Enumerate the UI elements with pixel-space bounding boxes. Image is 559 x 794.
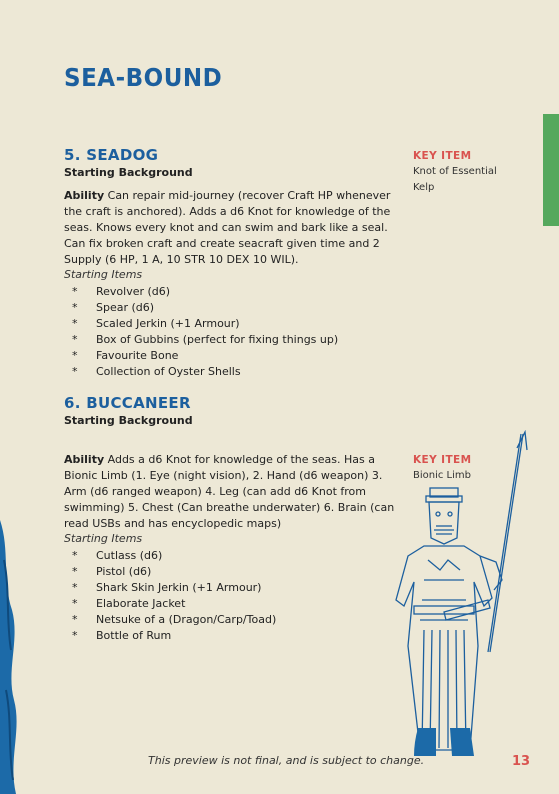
list-item: [64, 332, 338, 348]
bullet-glyph: *: [72, 333, 78, 346]
bullet-glyph: *: [72, 613, 78, 626]
key-item-label-seadog: KEY ITEM: [413, 150, 472, 162]
item-text: Shark Skin Jerkin (+1 Armour): [96, 581, 262, 594]
bullet-glyph: *: [72, 349, 78, 362]
bullet-glyph: *: [72, 565, 78, 578]
bullet-glyph: *: [72, 301, 78, 314]
bullet-glyph: *: [72, 597, 78, 610]
item-text: Revolver (d6): [96, 285, 171, 298]
ability-text-buccaneer: [64, 452, 402, 532]
section-subtitle-buccaneer: Starting Background: [64, 414, 193, 427]
items-heading-seadog: Starting Items: [64, 268, 143, 281]
item-text: Favourite Bone: [96, 349, 179, 362]
section-subtitle-seadog: Starting Background: [64, 166, 193, 179]
list-item: [64, 628, 276, 644]
list-item: [64, 348, 338, 364]
ability-label: Ability: [64, 453, 105, 466]
ability-label: Ability: [64, 189, 105, 202]
item-list-buccaneer: [64, 548, 276, 644]
list-item: [64, 612, 276, 628]
items-heading-buccaneer: Starting Items: [64, 532, 143, 545]
bullet-glyph: *: [72, 365, 78, 378]
chapter-tab: [543, 114, 559, 226]
list-item: [64, 300, 338, 316]
key-item-value-buccaneer: Bionic Limb: [413, 470, 471, 481]
list-item: [64, 316, 338, 332]
buccaneer-illustration: [384, 430, 544, 760]
list-item: [64, 364, 338, 380]
bullet-glyph: *: [72, 581, 78, 594]
bullet-glyph: *: [72, 285, 78, 298]
item-text: Elaborate Jacket: [96, 597, 186, 610]
page-number: 13: [512, 754, 531, 769]
bullet-glyph: *: [72, 629, 78, 642]
ability-description: Can repair mid-journey (recover Craft HP whenever the craft is anchored). Adds a d6 Knot for knowledge of the seas. Knows every knot and can swim and bark like a seal. Can fix broken craft and create seacraft given time and 2 Supply (6 HP, 1 A, 10 STR 10 DEX 10 WIL).: [64, 189, 391, 266]
list-item: [64, 548, 276, 564]
ability-description: Adds a d6 Knot for knowledge of the seas. Has a Bionic Limb (1. Eye (night vision), 2. Hand (d6 weapon) 3. Arm (d6 ranged weapon) 4. Leg (can add d6 Knot from swimming) 5. Chest (Can breathe underwater) 6. Brain (can read USBs and has encyclopedic maps): [64, 453, 395, 530]
section-title-seadog: 5. SEADOG: [64, 146, 159, 164]
list-item: [64, 580, 276, 596]
key-item-value-seadog: Knot of Essential Kelp: [413, 166, 497, 193]
item-text: Netsuke of a (Dragon/Carp/Toad): [96, 613, 277, 626]
item-text: Collection of Oyster Shells: [96, 365, 241, 378]
item-text: Box of Gubbins (perfect for fixing things up): [96, 333, 339, 346]
footer-note: This preview is not final, and is subject to change.: [148, 754, 425, 767]
list-item: [64, 596, 276, 612]
section-title-buccaneer: 6. BUCCANEER: [64, 394, 191, 412]
item-text: Scaled Jerkin (+1 Armour): [96, 317, 240, 330]
list-item: [64, 284, 338, 300]
item-text: Bottle of Rum: [96, 629, 172, 642]
item-text: Cutlass (d6): [96, 549, 163, 562]
bullet-glyph: *: [72, 317, 78, 330]
item-list-seadog: [64, 284, 338, 380]
seaweed-illustration: [0, 520, 24, 794]
bullet-glyph: *: [72, 549, 78, 562]
item-text: Pistol (d6): [96, 565, 152, 578]
key-item-label-buccaneer: KEY ITEM: [413, 454, 472, 466]
list-item: [64, 564, 276, 580]
page-title: SEA-BOUND: [64, 64, 223, 93]
ability-text-seadog: [64, 188, 402, 268]
item-text: Spear (d6): [96, 301, 155, 314]
